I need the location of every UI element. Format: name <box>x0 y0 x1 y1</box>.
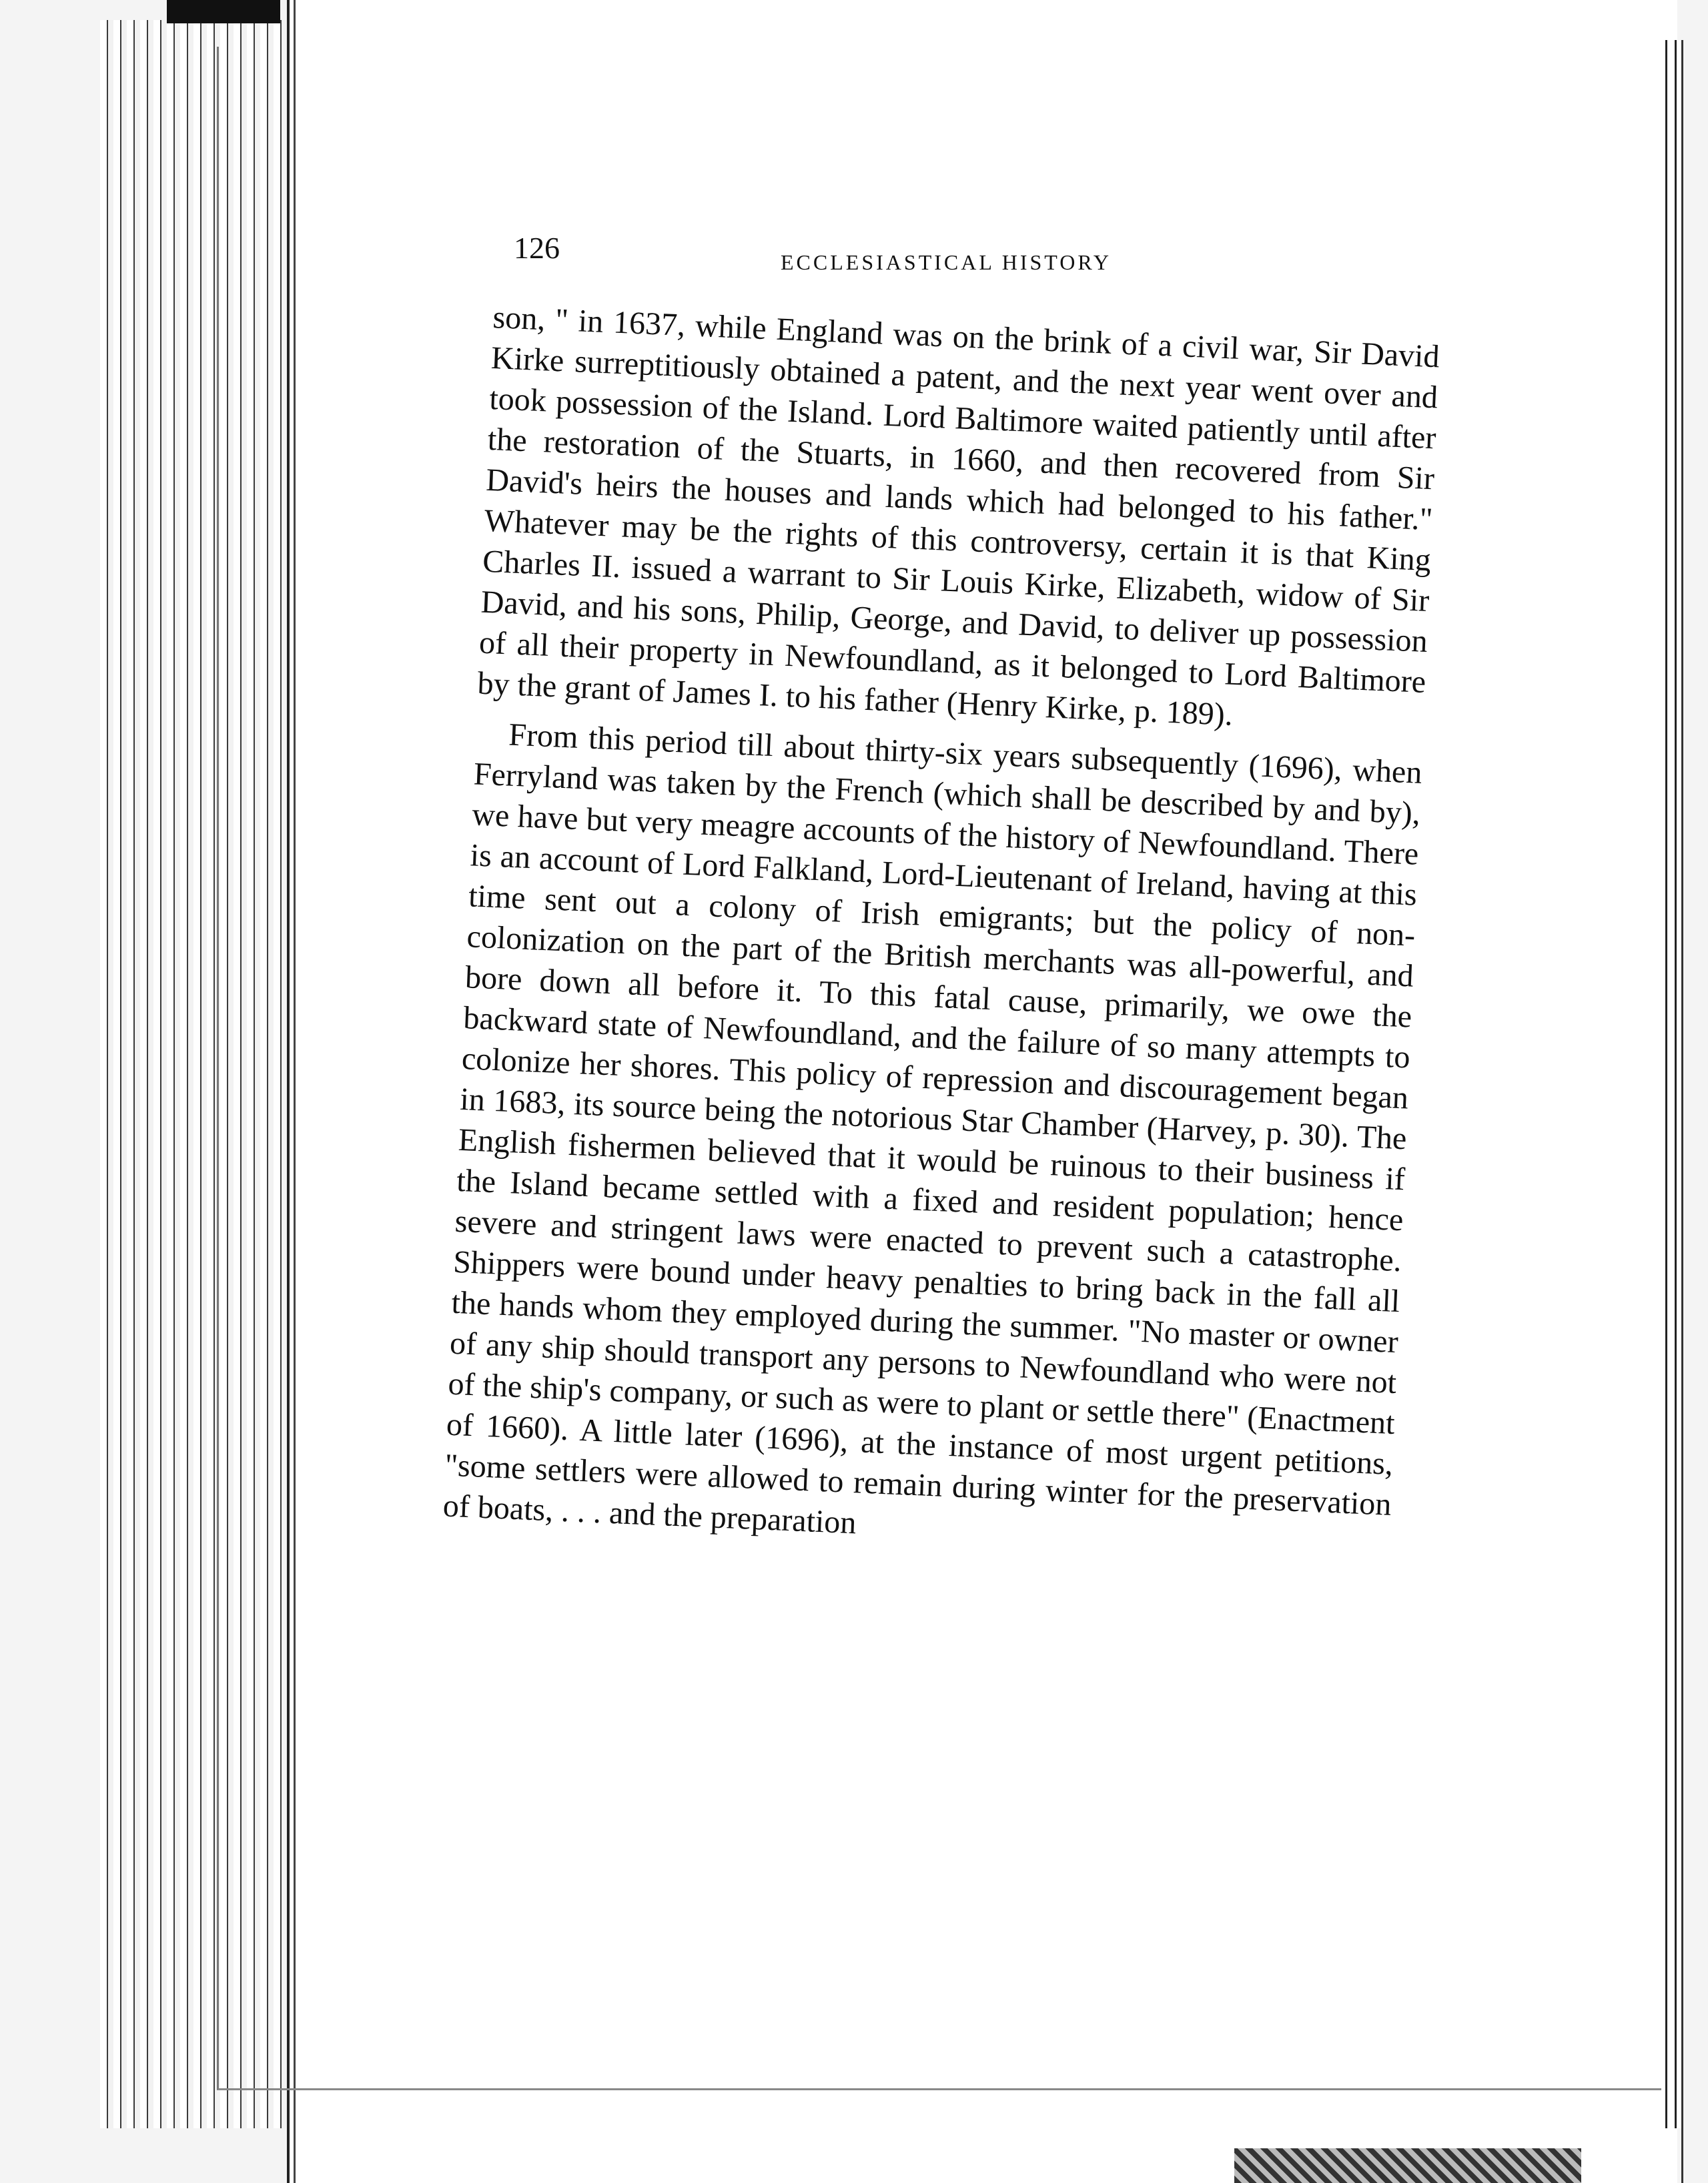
right-page-edges <box>1661 40 1681 2128</box>
paragraph-1: son, " in 1637, while England was on the brink of a civil war, Sir David Kirke surreptitiously obtained a patent, and the next year went over and took possession of the Island. Lord Baltimore waited patiently until after the restoration of the Stuarts, in 1660, and then recovered from Sir David's heirs the houses and lands which had belonged to his father." Whatever may be the rights of this controversy, certain it is that King Charles II. issued a warrant to Sir Louis Kirke, Elizabeth, widow of Sir David, and his sons, Philip, George, and David, to deliver up possession of all their property in Newfoundland, as it belonged to Lord Baltimore by the grant of James I. to his father (Henry Kirke, p. 189). <box>476 299 1440 733</box>
paragraph-2: From this period till about thirty-six years subsequently (1696), when Ferryland was taken by the French (which shall be described by and by), we have but very meagre accounts of the history of Newfoundland. There is an account of Lord Falkland, Lord-Lieutenant of Ireland, having at this time sent out a colony of Irish emigrants; but the policy of non-colonization on the part of the British merchants was all-powerful, and bore down all before it. To this fatal cause, primarily, we owe the backward state of Newfoundland, and the failure of so many attempts to colonize her shores. This policy of repression and discouragement began in 1683, its source being the notorious Star Chamber (Harvey, p. 30). The English fishermen believed that it would be ruinous to their business if the Island became settled with a fixed and resident population; hence severe and stringent laws were enacted to prevent such a catastrophe. Shippers were bound under heavy penalties to bring back in the fall all the hands whom they employed during the summer. "No master or owner of any ship should transport any persons to Newfoundland who were not of the ship's company, or such as were to plant or settle there" (Enactment of 1660). A little later (1696), at the instance of most urgent petitions, "some settlers were allowed to remain during winter for the preservation of boats, . . . and the preparation <box>442 717 1423 1541</box>
bottom-scan-artifact <box>1234 2148 1581 2183</box>
right-scan-margin <box>1681 40 1708 2183</box>
running-title: ECCLESIASTICAL HISTORY <box>781 250 1112 274</box>
running-header <box>514 230 1181 284</box>
page-number: 126 <box>514 231 560 265</box>
body-text <box>442 297 1440 1566</box>
scan-dark-corner <box>167 0 280 23</box>
